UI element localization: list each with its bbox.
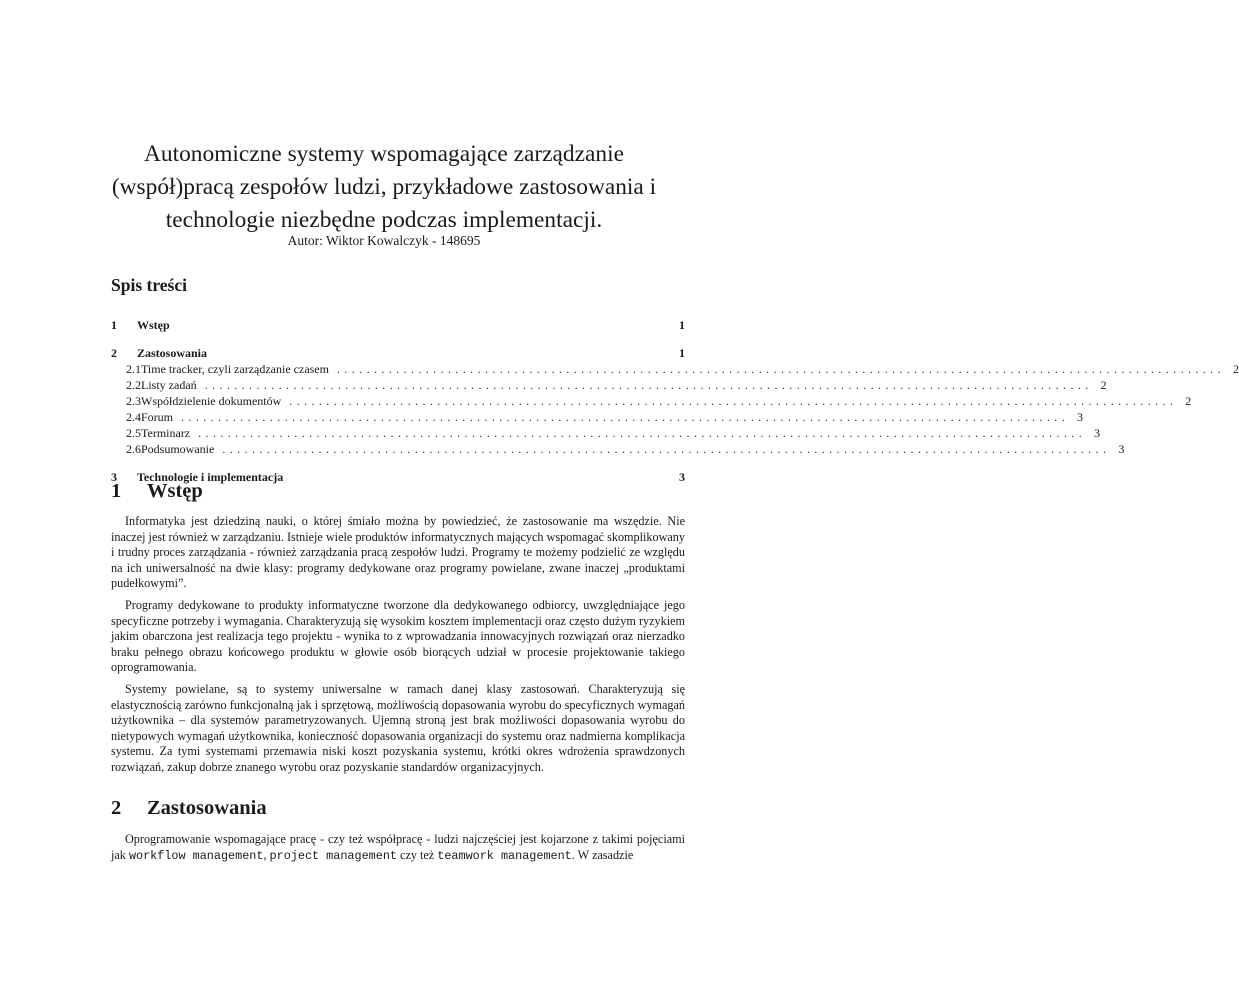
toc-entry-number: 2.6 bbox=[126, 442, 141, 456]
toc-entry-label: Technologie i implementacja bbox=[137, 470, 284, 484]
section-title: Wstęp bbox=[147, 480, 203, 502]
section-number: 1 bbox=[111, 480, 122, 502]
paragraph-text: , bbox=[263, 847, 270, 862]
toc-entry-page: 1 bbox=[679, 346, 685, 360]
toc-entry-label: Listy zadań bbox=[141, 378, 197, 392]
toc-entry-page: 2 bbox=[1100, 378, 1107, 392]
toc-entry-number: 2.5 bbox=[126, 426, 141, 440]
toc-entry-label: Terminarz bbox=[141, 426, 191, 440]
toc-entry-number: 2.1 bbox=[126, 362, 141, 376]
toc-heading: Spis treści bbox=[111, 275, 187, 295]
toc-entry-page: 3 bbox=[679, 470, 685, 484]
toc-entry-label: Forum bbox=[141, 410, 174, 424]
toc-entry-number: 2.2 bbox=[126, 378, 141, 392]
toc-entry-page: 3 bbox=[1118, 442, 1125, 456]
document-author: Autor: Wiktor Kowalczyk - 148695 bbox=[287, 233, 481, 248]
document-title: Autonomiczne systemy wspomagające zarządzanie (współ)pracą zespołów ludzi, przykładowe zastosowania i technologie niezbędne podczas implementacji. bbox=[111, 141, 657, 233]
paragraph-text: Oprogramowanie wspomagające pracę - czy też współpracę - ludzi najczęściej jest kojarzone z takimi pojęciami jak bbox=[111, 832, 685, 862]
toc-entry-page: 3 bbox=[1094, 426, 1101, 440]
toc-entry-label: Zastosowania bbox=[137, 346, 208, 360]
toc-entry-label: Współdzielenie dokumentów bbox=[141, 394, 282, 408]
toc-entry[interactable] bbox=[111, 442, 1125, 458]
toc-entry[interactable] bbox=[111, 410, 1084, 426]
toc-entry-number: 2.4 bbox=[126, 410, 141, 424]
toc-leader-dots: ........................................................................................................................ bbox=[198, 426, 1087, 440]
toc-entry-number: 3 bbox=[111, 470, 117, 484]
term-teamwork-management: teamwork management bbox=[437, 848, 572, 863]
section-heading-2 bbox=[111, 797, 267, 820]
toc-entry[interactable] bbox=[111, 362, 1239, 378]
toc-entry-label: Wstęp bbox=[137, 318, 170, 332]
toc-entry[interactable] bbox=[111, 426, 1101, 442]
toc-leader-dots: ........................................................................................................................ bbox=[336, 362, 1225, 376]
section-title: Zastosowania bbox=[147, 797, 267, 819]
toc-entry-page: 1 bbox=[679, 318, 685, 332]
paragraph bbox=[111, 832, 685, 864]
term-workflow-management: workflow management bbox=[128, 848, 264, 863]
section-heading-1 bbox=[111, 480, 203, 503]
toc-leader-dots: ........................................................................................................................ bbox=[222, 442, 1111, 456]
toc-entry[interactable] bbox=[111, 318, 685, 334]
toc-entry-page: 3 bbox=[1077, 410, 1084, 424]
paragraph: Systemy powielane, są to systemy uniwersalne w ramach danej klasy zastosowań. Charakteryzują się elastycznością zarówno funkcjonalną jak i sprzętową, możliwością dopasowania wyrobu do specyficznych wymagań użytkownika – dla systemów parametryzowanych. Ujemną stroną jest brak możliwości dopasowania wyrobu do nietypowych wymagań użytkownika, konieczność dopasowania organizacji do systemu oraz nadmierna komplikacja systemu. Za tymi systemami przemawia niski koszt pozyskania systemu, krótki okres wdrożenia sprawdzonych rozwiązań, zakup dobrze znanego wyrobu oraz pozyskanie standardów organizacyjnych. bbox=[111, 682, 685, 774]
toc-entry-page: 2 bbox=[1185, 394, 1192, 408]
section-number: 2 bbox=[111, 797, 122, 819]
paragraph-text: czy też bbox=[396, 847, 438, 862]
toc-entry[interactable] bbox=[111, 394, 1192, 410]
paragraph: Informatyka jest dziedziną nauki, o której śmiało można by powiedzieć, że zastosowanie ma wszędzie. Nie inaczej jest również w zarządzaniu. Istnieje wiele produktów informatycznych mających wspomagać skomplikowany i trudny proces zarządzania - również zarządzania pracą zespołów ludzi. Programy te możemy podzielić ze względu na ich uniwersalność na dwie klasy: programy dedykowane oraz programy powielane, zwane inaczej „produktami pudełkowymi”. bbox=[111, 514, 685, 590]
toc-entry[interactable] bbox=[111, 346, 685, 362]
toc-entry-number: 2 bbox=[111, 346, 117, 360]
toc-entry-number: 1 bbox=[111, 318, 117, 332]
paragraph: Programy dedykowane to produkty informatyczne tworzone dla dedykowanego odbiorcy, uwzględniające jego specyficzne potrzeby i wymagania. Charakteryzują się wysokim kosztem implementacji oraz często dużym ryzykiem jakim obarczona jest realizacja tego projektu - wynika to z wprowadzania innowacyjnych rozwiązań oraz nierzadko braku pełnego obrazu końcowego produktu w głowie osób biorących udział w procesie projektowanie takiego oprogramowania. bbox=[111, 598, 685, 674]
toc-entry-page: 2 bbox=[1232, 362, 1239, 376]
toc-leader-dots: ........................................................................................................................ bbox=[289, 394, 1178, 408]
term-project-management: project management bbox=[269, 848, 397, 863]
toc-entry-number: 2.3 bbox=[126, 394, 141, 408]
toc-entry[interactable] bbox=[111, 378, 1107, 394]
toc-leader-dots: ........................................................................................................................ bbox=[204, 378, 1093, 392]
toc-leader-dots: ........................................................................................................................ bbox=[181, 410, 1070, 424]
toc-entry-label: Time tracker, czyli zarządzanie czasem bbox=[141, 362, 329, 376]
paragraph-text: . W zasadzie bbox=[571, 847, 634, 862]
toc-entry-label: Podsumowanie bbox=[141, 442, 215, 456]
